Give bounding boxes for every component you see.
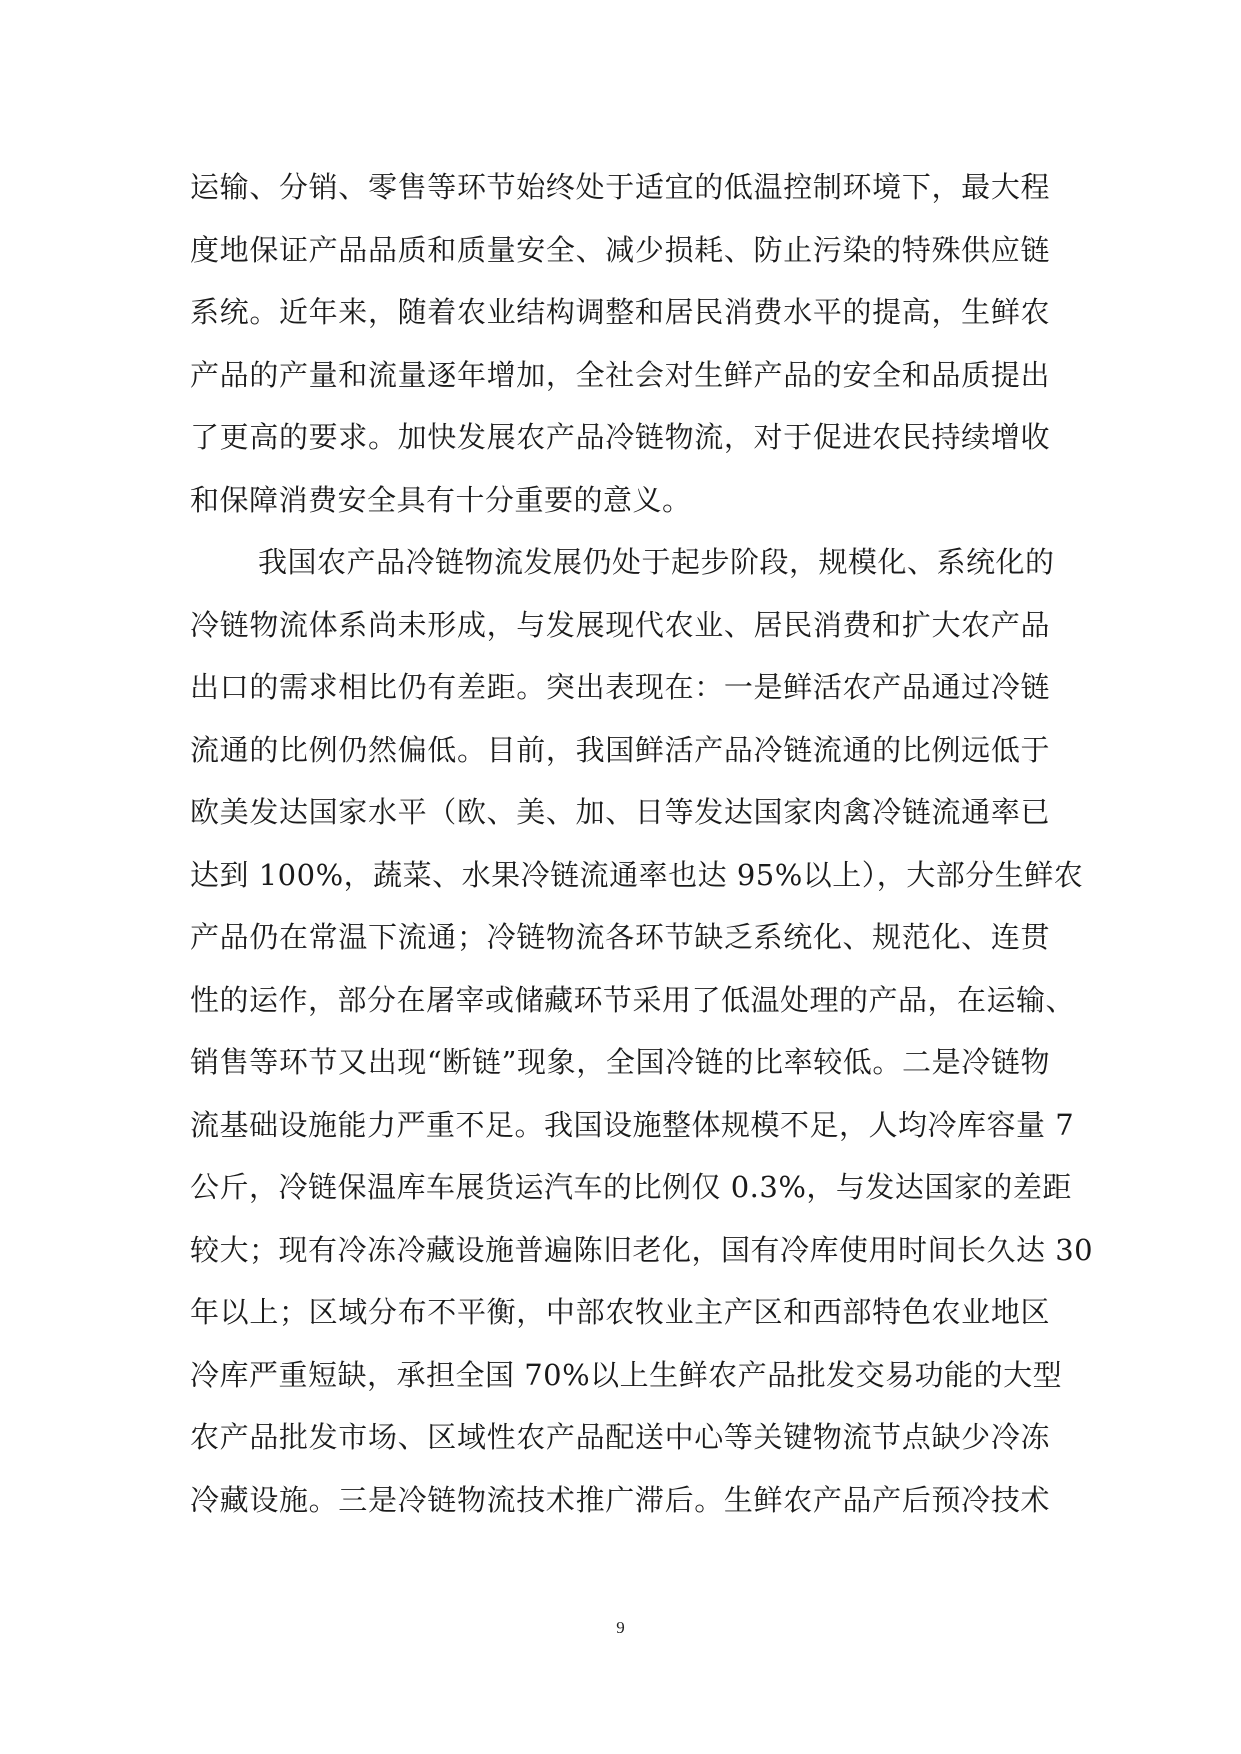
- paragraph-1: [190, 156, 1050, 531]
- text-line: 较大；现有冷冻冷藏设施普遍陈旧老化，国有冷库使用时间长久达 30: [190, 1232, 1094, 1267]
- text-line: 冷藏设施。三是冷链物流技术推广滞后。生鲜农产品产后预冷技术: [190, 1482, 1050, 1517]
- text-line: 年以上；区域分布不平衡，中部农牧业主产区和西部特色农业地区: [190, 1295, 1050, 1329]
- body-text: [190, 156, 1094, 1531]
- text-line: 系统。近年来，随着农业结构调整和居民消费水平的提高，生鲜农: [190, 295, 1050, 329]
- text-line: 流通的比例仍然偏低。目前，我国鲜活产品冷链流通的比例远低于: [190, 732, 1050, 767]
- paragraph-2: [190, 531, 1094, 1531]
- text-line: 冷库严重短缺，承担全国 70%以上生鲜农产品批发交易功能的大型: [190, 1357, 1063, 1392]
- text-line: 公斤，冷链保温库车展货运汽车的比例仅 0.3%，与发达国家的差距: [190, 1170, 1072, 1204]
- text-line: 农产品批发市场、区域性农产品配送中心等关键物流节点缺少冷冻: [190, 1420, 1050, 1454]
- text-line: 性的运作，部分在屠宰或储藏环节采用了低温处理的产品，在运输、: [190, 982, 1076, 1017]
- text-line: 我国农产品冷链物流发展仍处于起步阶段，规模化、系统化的: [258, 545, 1055, 579]
- text-line: 欧美发达国家水平（欧、美、加、日等发达国家肉禽冷链流通率已: [190, 795, 1050, 829]
- text-line: 销售等环节又出现“断链”现象，全国冷链的比率较低。二是冷链物: [190, 1045, 1050, 1079]
- page-number: 9: [616, 1618, 625, 1637]
- text-line: 达到 100%，蔬菜、水果冷链流通率也达 95%以上），大部分生鲜农: [190, 857, 1084, 892]
- text-line: 流基础设施能力严重不足。我国设施整体规模不足，人均冷库容量 7: [190, 1107, 1075, 1142]
- text-line: 产品的产量和流量逐年增加，全社会对生鲜产品的安全和品质提出: [190, 357, 1050, 392]
- text-line: 冷链物流体系尚未形成，与发展现代农业、居民消费和扩大农产品: [190, 607, 1050, 642]
- text-line: 了更高的要求。加快发展农产品冷链物流，对于促进农民持续增收: [190, 420, 1050, 454]
- text-line: 度地保证产品品质和质量安全、减少损耗、防止污染的特殊供应链: [190, 232, 1050, 267]
- text-line: 出口的需求相比仍有差距。突出表现在：一是鲜活农产品通过冷链: [190, 670, 1050, 704]
- text-line: 和保障消费安全具有十分重要的意义。: [190, 482, 692, 517]
- text-line: 产品仍在常温下流通；冷链物流各环节缺乏系统化、规范化、连贯: [190, 920, 1050, 954]
- text-line: 运输、分销、零售等环节始终处于适宜的低温控制环境下，最大程: [190, 170, 1050, 204]
